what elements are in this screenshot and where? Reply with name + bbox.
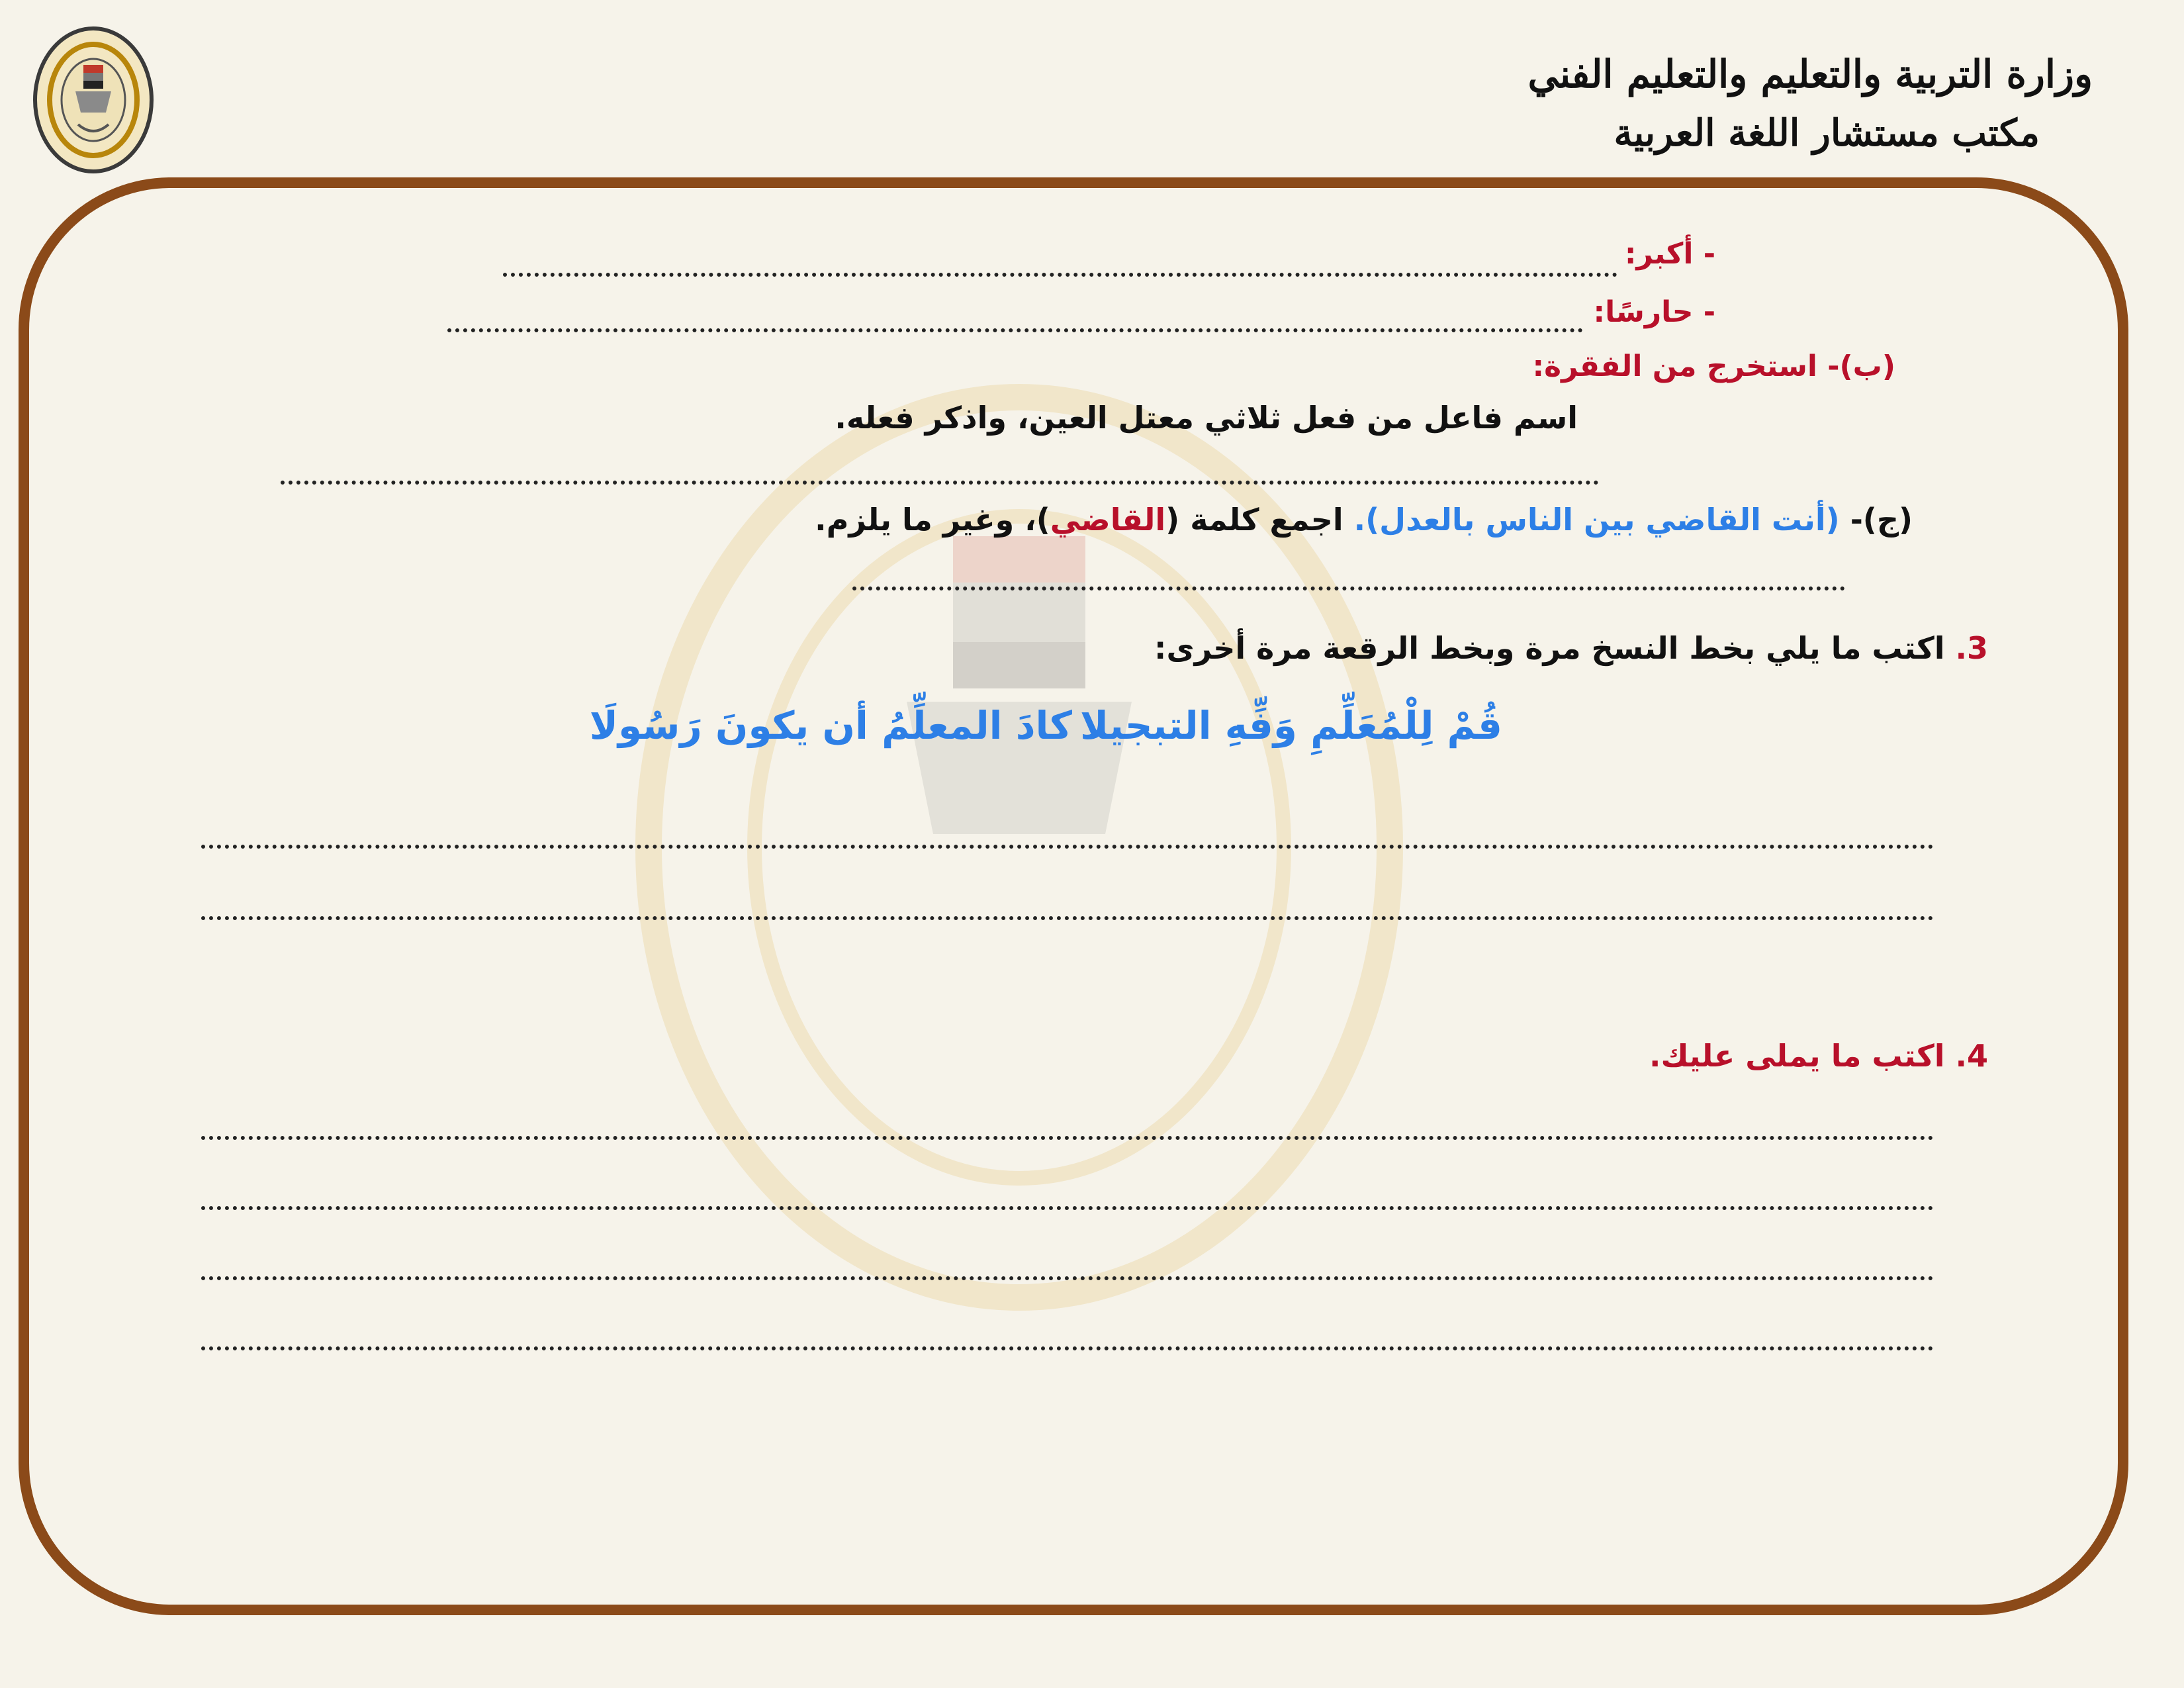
content-frame [19,177,2128,1615]
answer-line-q4-1[interactable] [201,1136,1934,1140]
answer-line-q3-2[interactable] [201,916,1934,920]
section-c-prefix: (ج)- [1850,502,1913,538]
question-4 [1649,1038,1988,1074]
office-title: مكتب مستشار اللغة العربية [1614,111,2040,155]
answer-line-q3-1[interactable] [201,845,1934,849]
section-c-word: القاضي [1050,502,1166,538]
verse-second-hemistich: كادَ المعلِّمُ أن يكونَ رَسُولَا [589,703,1072,748]
question-3-instruction: اكتب ما يلي بخط النسخ مرة وبخط الرقعة مرة أخرى: [1154,630,1945,666]
item-harisan-label: - حارسًا: [1593,295,1715,329]
question-4-instruction: اكتب ما يملى عليك. [1649,1038,1945,1074]
answer-line-q4-3[interactable] [201,1276,1934,1280]
item-akbar [1625,237,1715,271]
answer-line-q4-4[interactable] [201,1346,1934,1350]
item-akbar-label: - أكبر: [1624,237,1715,271]
section-b-label: (ب)- استخرج من الفقرة: [1532,350,1895,383]
item-harisan [1593,295,1715,329]
ministry-seal-icon [32,25,155,175]
question-4-number: 4. [1955,1038,1988,1074]
section-c-instruction-end: )، وغير ما يلزم. [815,502,1050,538]
section-c-quote: (أنت القاضي بين الناس بالعدل). [1353,502,1840,538]
answer-line-q4-2[interactable] [201,1206,1934,1210]
section-c [815,502,1913,538]
answer-line-c[interactable] [852,586,1845,590]
question-3-number: 3. [1955,630,1988,666]
ministry-title: وزارة التربية والتعليم والتعليم الفني [1527,52,2093,97]
answer-line-harisan[interactable] [447,328,1583,332]
answer-line-b[interactable] [281,481,1599,485]
question-3 [1154,630,1988,666]
verse-first-hemistich: قُمْ لِلْمُعَلِّمِ وَفِّهِ التبجيلا [1080,703,1502,748]
section-c-instruction-start: اجمع كلمة ( [1165,502,1343,538]
section-b-question: اسم فاعل من فعل ثلاثي معتل العين، واذكر فعله. [835,400,1578,436]
answer-line-akbar[interactable] [503,273,1617,277]
